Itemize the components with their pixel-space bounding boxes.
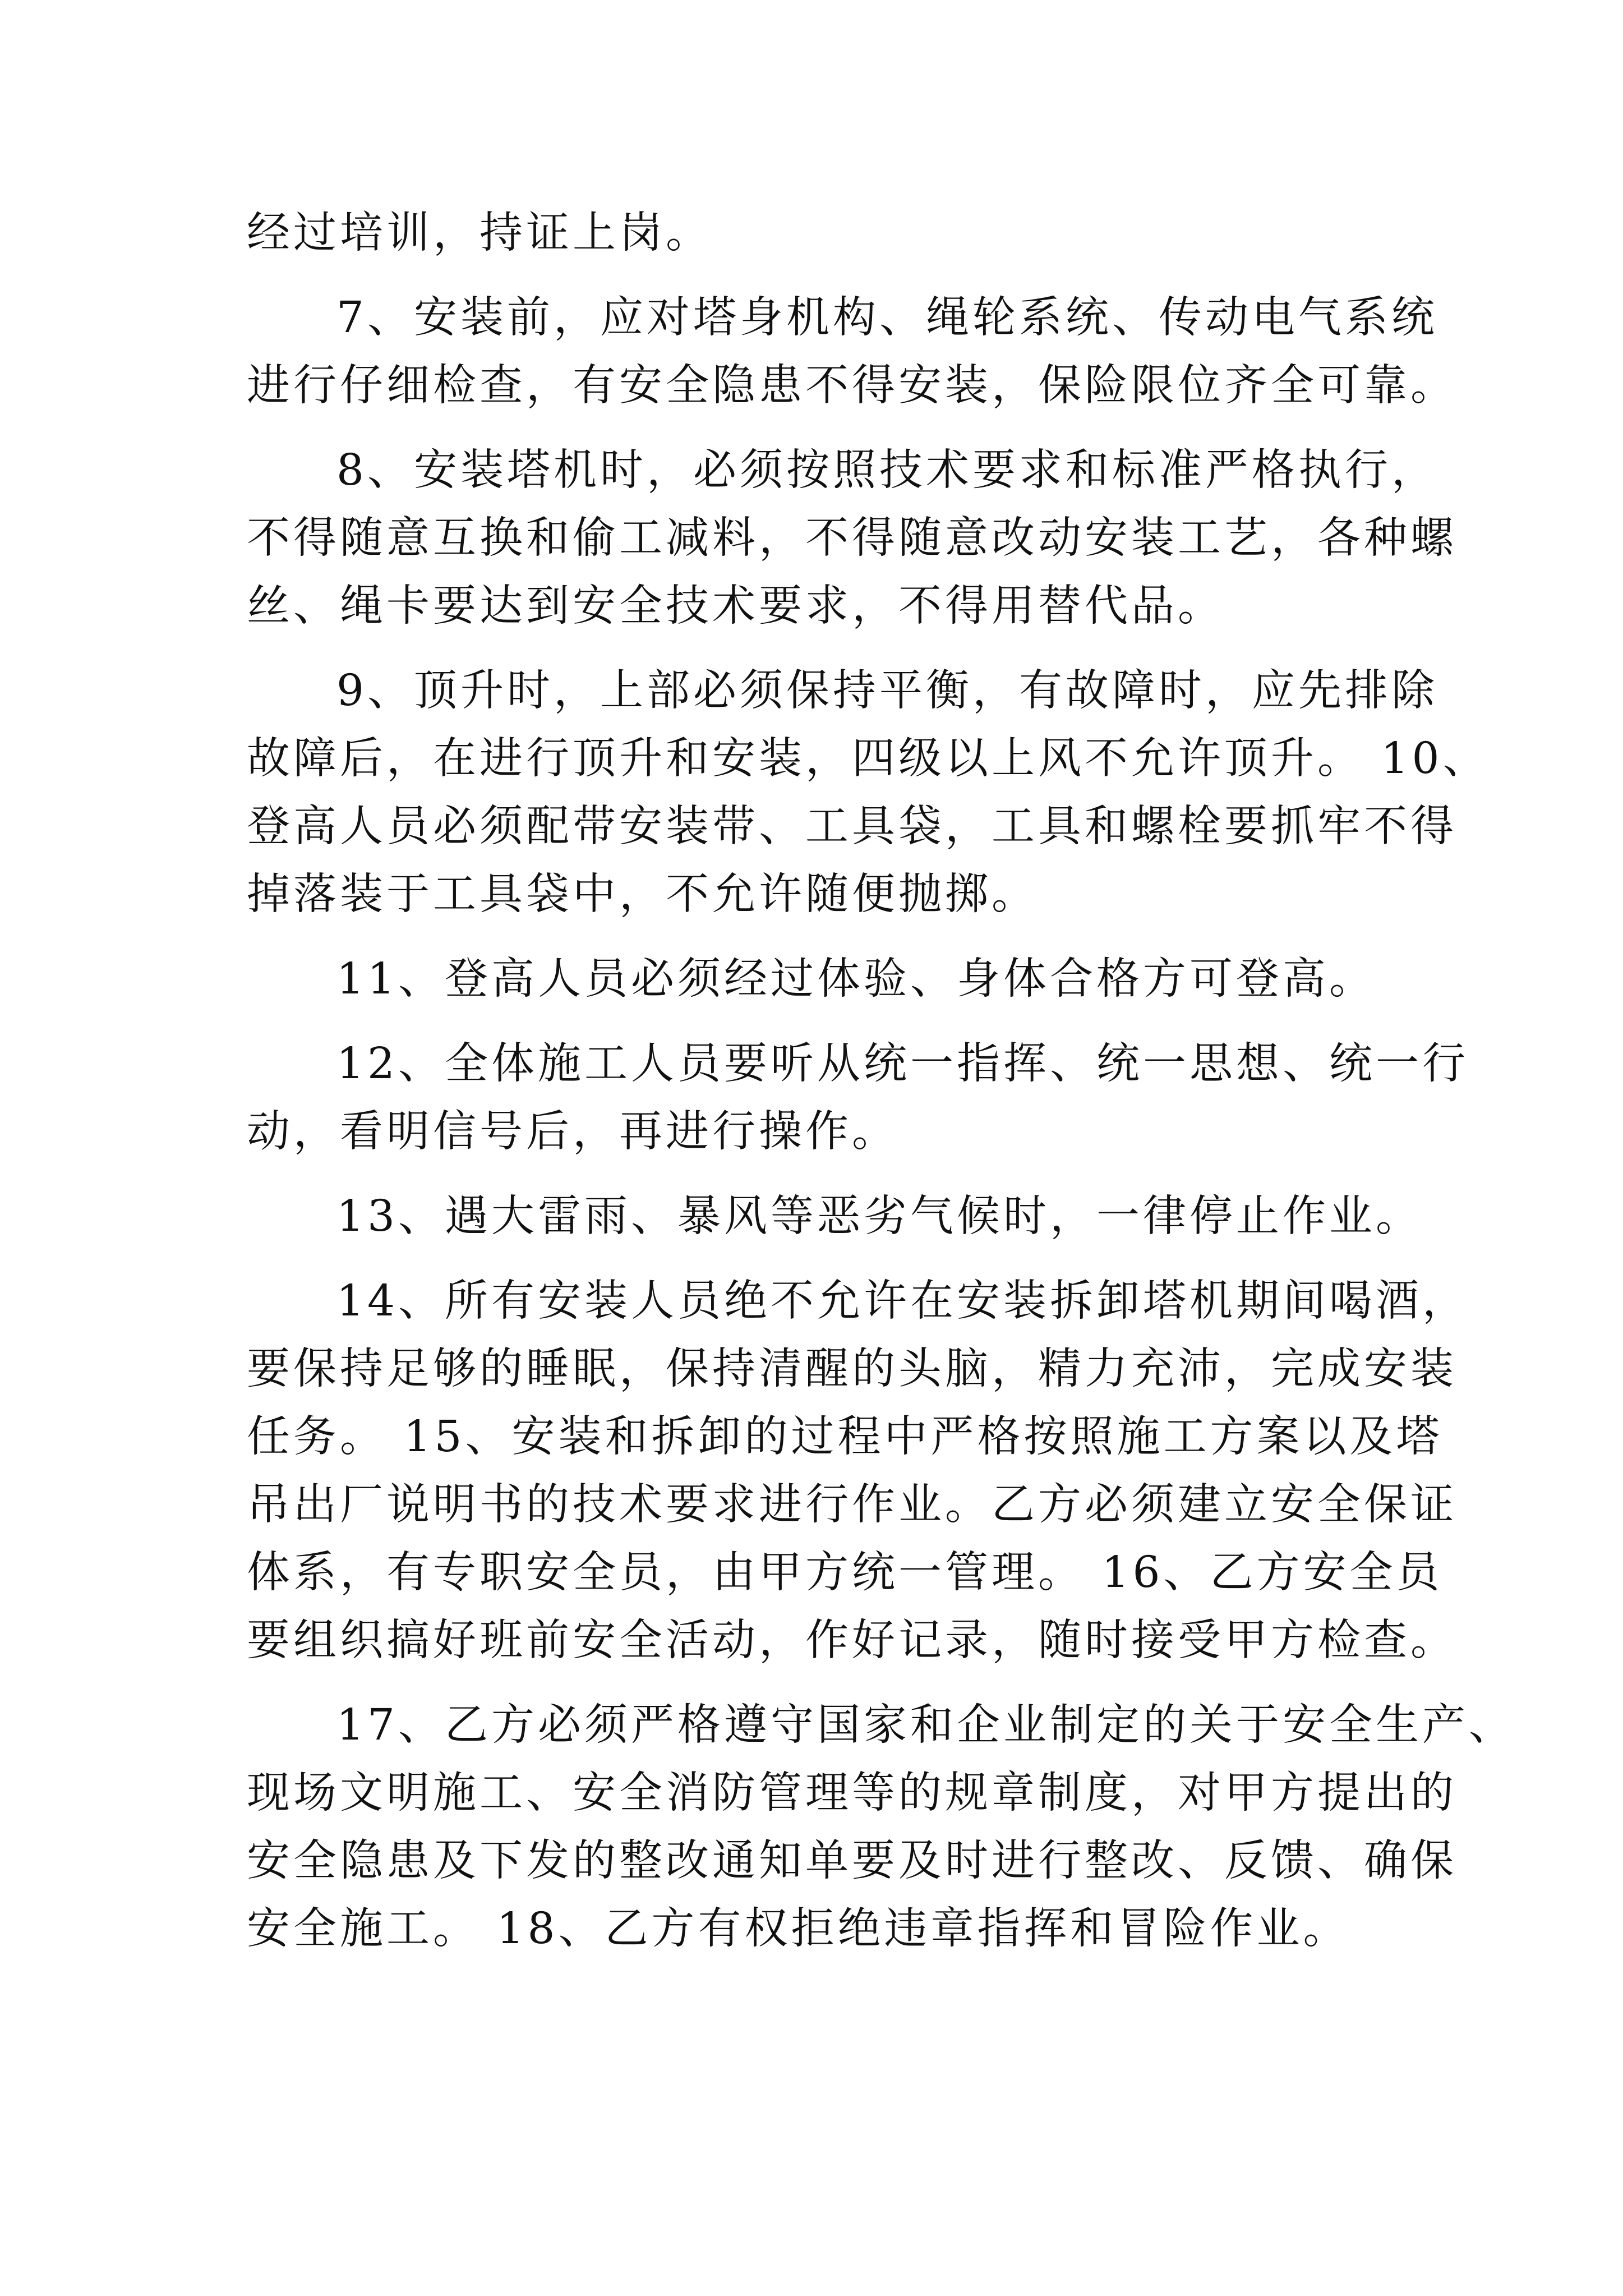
text-line: 丝、绳卡要达到安全技术要求，不得用替代品。 [247,581,1224,631]
text-line: 现场文明施工、安全消防管理等的规章制度，对甲方提出的 [247,1768,1457,1818]
text-line: 13、遇大雷雨、暴风等恶劣气候时，一律停止作业。 [336,1191,1422,1241]
text-line: 14、所有安装人员绝不允许在安装拆卸塔机期间喝酒， [336,1276,1469,1326]
text-line: 9、顶升时，上部必须保持平衡，有故障时，应先排除 [336,666,1438,716]
text-line: 掉落装于工具袋中，不允许随便抛掷。 [247,869,1038,919]
text-line: 要保持足够的睡眠，保持清醒的头脑，精力充沛，完成安装 [247,1344,1457,1394]
text-line: 17、乙方必须严格遵守国家和企业制定的关于安全生产、 [336,1700,1515,1750]
text-line: 要组织搞好班前安全活动，作好记录，随时接受甲方检查。 [247,1616,1457,1665]
text-line: 11、登高人员必须经过体验、身体合格方可登高。 [336,954,1376,1004]
text-line: 安全施工。 18、乙方有权拒绝违章指挥和冒险作业。 [247,1904,1350,1954]
text-line: 不得随意互换和偷工减料，不得随意改动安装工艺，各种螺 [247,513,1457,563]
text-line: 12、全体施工人员要听从统一指挥、统一思想、统一行 [336,1039,1469,1089]
text-line: 安全隐患及下发的整改通知单要及时进行整改、反馈、确保 [247,1836,1457,1886]
text-line: 经过培训，持证上岗。 [247,208,712,258]
document-body [247,199,1515,1963]
text-line: 进行仔细检查，有安全隐患不得安装，保险限位齐全可靠。 [247,361,1457,411]
text-line: 动，看明信号后，再进行操作。 [247,1107,898,1157]
text-line: 任务。 15、安装和拆卸的过程中严格按照施工方案以及塔 [247,1412,1443,1462]
text-line: 吊出厂说明书的技术要求进行作业。乙方必须建立安全保证 [247,1480,1457,1530]
text-line: 故障后，在进行顶升和安装，四级以上风不允许顶升。 10、 [247,734,1490,784]
text-line: 8、安装塔机时，必须按照技术要求和标准严格执行， [336,445,1438,495]
text-line: 体系，有专职安全员，由甲方统一管理。 16、乙方安全员 [247,1548,1443,1598]
text-line: 7、安装前，应对塔身机构、绳轮系统、传动电气系统 [336,293,1438,343]
text-line: 登高人员必须配带安装带、工具袋，工具和螺栓要抓牢不得 [247,802,1457,852]
